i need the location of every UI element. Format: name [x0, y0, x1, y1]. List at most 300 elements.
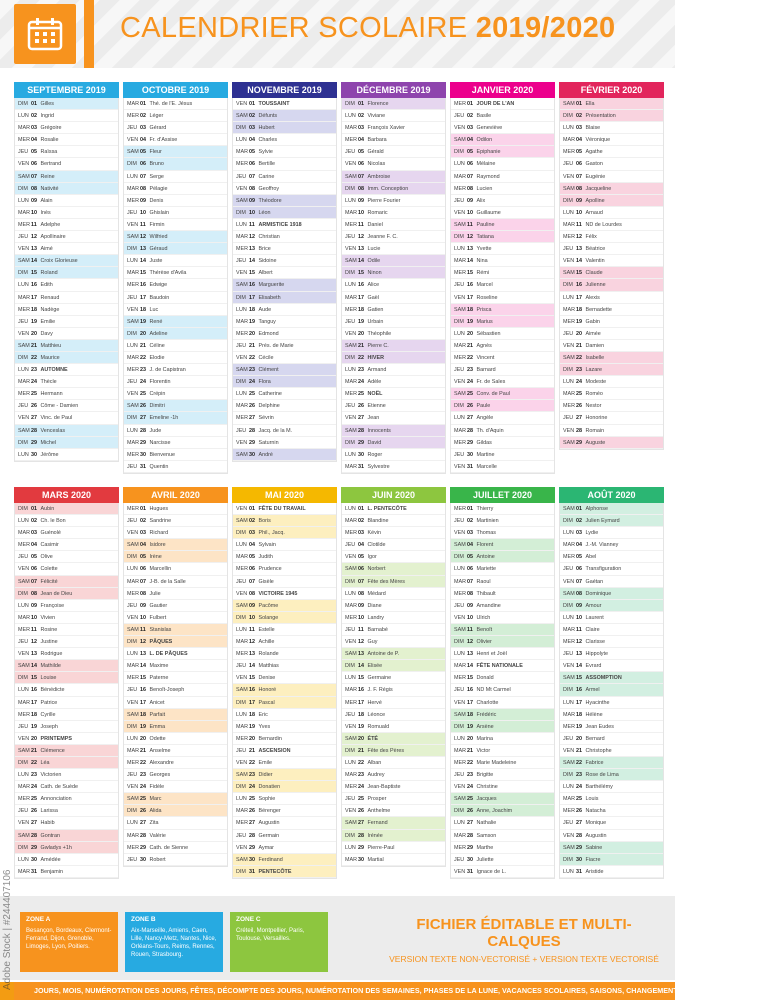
weekday: MER [454, 759, 466, 766]
weekday: MER [18, 542, 30, 549]
weekday: MER [563, 149, 575, 156]
day-number: 24 [576, 784, 582, 791]
day-row [124, 854, 227, 866]
day-row [15, 563, 118, 575]
weekday: VEN [454, 125, 466, 132]
saint-name: Défunts [258, 113, 278, 120]
day-number: 09 [467, 602, 473, 609]
day-row [560, 563, 663, 575]
day-number: 19 [576, 318, 582, 325]
weekday: DIM [18, 439, 28, 446]
saint-name: Bernardin [258, 735, 282, 742]
day-row [15, 158, 118, 170]
day-row [233, 255, 336, 267]
saint-name: Colette [40, 566, 58, 573]
day-row [560, 793, 663, 805]
saint-name: Fidèle [149, 784, 165, 791]
weekday: MAR [236, 403, 248, 410]
saint-name: Alban [367, 759, 382, 766]
day-list [341, 503, 446, 867]
day-number: 24 [249, 784, 255, 791]
day-row [560, 134, 663, 146]
day-row [560, 697, 663, 709]
saint-name: Gatien [367, 306, 384, 313]
day-row [451, 183, 554, 195]
day-number: 05 [358, 149, 364, 156]
saint-name: Hervé [367, 699, 382, 706]
day-number: 02 [31, 518, 37, 525]
day-number: 13 [576, 246, 582, 253]
day-number: 28 [140, 832, 146, 839]
day-row [124, 757, 227, 769]
day-number: 20 [467, 330, 473, 337]
weekday: SAM [345, 427, 357, 434]
day-number: 27 [576, 415, 582, 422]
day-number: 28 [576, 832, 582, 839]
saint-name: Gilles [40, 101, 54, 107]
day-number: 23 [31, 772, 37, 779]
day-number: 15 [31, 675, 37, 682]
weekday: DIM [345, 578, 355, 585]
weekday: JEU [236, 173, 247, 180]
day-number: 01 [467, 506, 473, 512]
day-number: 16 [358, 687, 364, 694]
weekday: SAM [18, 747, 30, 754]
saint-name: Marcel [476, 282, 493, 289]
saint-name: Hermann [40, 391, 63, 398]
day-row [124, 697, 227, 709]
saint-name: Thérèse d'Avila [149, 270, 187, 277]
day-row [124, 328, 227, 340]
day-row [124, 352, 227, 364]
day-row [233, 636, 336, 648]
saint-name: Prudence [258, 566, 282, 573]
day-number: 27 [140, 820, 146, 827]
day-row [15, 400, 118, 412]
saint-name: Romuald [367, 723, 390, 730]
day-number: 26 [31, 808, 37, 815]
day-row [342, 425, 445, 437]
day-row [342, 660, 445, 672]
day-number: 25 [358, 391, 364, 398]
day-row [451, 267, 554, 279]
day-row [15, 292, 118, 304]
saint-name: Natacha [585, 808, 606, 815]
saint-name: Viviane [367, 113, 386, 120]
day-row [15, 817, 118, 829]
weekday: MAR [18, 379, 30, 386]
day-number: 27 [358, 415, 364, 422]
day-row [124, 316, 227, 328]
saint-name: Robert [149, 856, 166, 863]
day-number: 24 [576, 379, 582, 386]
saint-name: Sébastien [476, 330, 501, 337]
weekday: MER [563, 639, 575, 646]
saint-name: Abel [585, 554, 597, 561]
weekday: JEU [236, 747, 247, 754]
saint-name: Alphonse [585, 506, 608, 512]
day-number: 21 [358, 747, 364, 754]
weekday: VEN [563, 173, 575, 180]
saint-name: Hélène [585, 711, 603, 718]
saint-name: Epiphanie [476, 149, 501, 156]
weekday: MER [345, 137, 357, 144]
day-number: 01 [140, 506, 146, 512]
day-number: 13 [31, 651, 37, 658]
saint-name: Aristide [585, 868, 604, 875]
weekday: DIM [236, 379, 246, 386]
weekday: DIM [18, 101, 28, 107]
day-row [451, 412, 554, 424]
saint-name: Justine [40, 639, 58, 646]
day-row [233, 576, 336, 588]
day-number: 17 [249, 294, 255, 301]
saint-name: Alix [476, 197, 486, 204]
saint-name: L. DE PÂQUES [149, 651, 188, 658]
saint-name: Yvette [476, 246, 492, 253]
weekday: JEU [18, 234, 29, 241]
saint-name: Narcisse [149, 439, 171, 446]
day-number: 01 [576, 506, 582, 512]
day-number: 03 [576, 530, 582, 537]
day-list [123, 503, 228, 867]
day-number: 27 [467, 415, 473, 422]
weekday: DIM [345, 101, 355, 107]
saint-name: Cath. de Sienne [149, 844, 189, 851]
day-row [560, 364, 663, 376]
day-row [560, 817, 663, 829]
weekday: MER [236, 651, 248, 658]
day-row [560, 805, 663, 817]
day-number: 01 [576, 101, 582, 107]
weekday: SAM [563, 439, 575, 446]
saint-name: Aimée [585, 330, 601, 337]
day-number: 13 [249, 651, 255, 658]
weekday: MAR [563, 796, 575, 803]
day-list [450, 98, 555, 474]
day-row [560, 304, 663, 316]
weekday: VEN [236, 185, 248, 192]
day-number: 05 [467, 149, 473, 156]
day-number: 18 [140, 711, 146, 718]
day-row [15, 539, 118, 551]
day-number: 14 [31, 258, 37, 265]
day-number: 07 [31, 578, 37, 585]
saint-name: Théodore [258, 197, 282, 204]
day-number: 01 [249, 101, 255, 107]
weekday: VEN [236, 675, 248, 682]
day-number: 26 [140, 808, 146, 815]
day-row [15, 255, 118, 267]
zone-b-box: ZONE B Aix-Marseille, Amiens, Caen, Lille, Nancy-Metz, Nantes, Nice, Orléans-Tours, Reims, Rennes, Rouen, Strasbourg. [125, 912, 223, 972]
weekday: LUN [345, 451, 356, 458]
day-row [124, 684, 227, 696]
weekday: MAR [18, 294, 30, 301]
day-number: 18 [467, 306, 473, 313]
day-row [124, 412, 227, 424]
month-header: AOÛT 2020 [559, 487, 664, 503]
weekday: DIM [454, 149, 464, 156]
day-row [124, 243, 227, 255]
day-number: 20 [467, 735, 473, 742]
saint-name: Anicet [149, 699, 165, 706]
day-row [451, 539, 554, 551]
day-number: 08 [467, 185, 473, 192]
weekday: MER [127, 197, 139, 204]
day-number: 08 [576, 590, 582, 597]
day-number: 16 [576, 687, 582, 694]
day-row [342, 279, 445, 291]
day-row [560, 648, 663, 660]
day-row [342, 551, 445, 563]
weekday: DIM [127, 639, 137, 646]
weekday: DIM [127, 161, 137, 168]
day-number: 27 [31, 415, 37, 422]
saint-name: Augustin [258, 820, 280, 827]
day-number: 04 [358, 542, 364, 549]
day-number: 16 [358, 282, 364, 289]
day-row [560, 158, 663, 170]
weekday: MER [345, 391, 357, 398]
day-row [451, 563, 554, 575]
weekday: VEN [563, 578, 575, 585]
day-row [15, 376, 118, 388]
day-row [124, 515, 227, 527]
day-number: 21 [31, 342, 37, 349]
day-number: 15 [249, 675, 255, 682]
day-row [451, 98, 554, 110]
saint-name: Guillaume [476, 209, 501, 216]
day-number: 14 [358, 258, 364, 265]
day-number: 07 [140, 173, 146, 180]
saint-name: Rémi [476, 270, 490, 277]
weekday: JEU [18, 318, 29, 325]
day-number: 09 [31, 197, 37, 204]
weekday: MER [345, 221, 357, 228]
day-number: 05 [358, 554, 364, 561]
day-row [451, 146, 554, 158]
day-row [342, 733, 445, 745]
weekday: MAR [236, 639, 248, 646]
weekday: JEU [18, 403, 29, 410]
weekday: LUN [345, 590, 356, 597]
weekday: LUN [127, 651, 138, 658]
weekday: SAM [454, 391, 466, 398]
weekday: SAM [236, 367, 248, 374]
day-row [451, 292, 554, 304]
day-number: 01 [140, 101, 146, 107]
saint-name: Modeste [585, 379, 607, 386]
day-number: 13 [576, 651, 582, 658]
saint-name: Amour [585, 602, 602, 609]
weekday: MAR [345, 463, 357, 470]
weekday: MER [454, 844, 466, 851]
saint-name: Audrey [367, 772, 385, 779]
day-row [451, 364, 554, 376]
weekday: LUN [127, 258, 138, 265]
day-number: 12 [576, 234, 582, 241]
weekday: DIM [454, 318, 464, 325]
day-number: 19 [140, 723, 146, 730]
day-number: 20 [140, 735, 146, 742]
weekday: JEU [454, 602, 465, 609]
weekday: DIM [236, 868, 246, 875]
day-number: 26 [467, 808, 473, 815]
day-row [451, 376, 554, 388]
day-row [15, 352, 118, 364]
saint-name: Eugénie [585, 173, 606, 180]
saint-name: Thomas [476, 530, 496, 537]
day-number: 16 [467, 687, 473, 694]
day-number: 21 [467, 342, 473, 349]
weekday: DIM [454, 723, 464, 730]
day-row [15, 412, 118, 424]
day-number: 30 [467, 451, 473, 458]
day-row [124, 660, 227, 672]
saint-name: Rodrigue [40, 651, 63, 658]
day-number: 17 [467, 294, 473, 301]
day-number: 26 [358, 808, 364, 815]
day-row [560, 842, 663, 854]
day-row [451, 171, 554, 183]
day-row [15, 437, 118, 449]
day-number: 20 [31, 330, 37, 337]
weekday: VEN [345, 415, 357, 422]
day-number: 11 [31, 626, 37, 633]
weekday: MER [563, 234, 575, 241]
day-number: 31 [358, 463, 364, 470]
weekday: VEN [236, 844, 248, 851]
weekday: SAM [127, 234, 139, 241]
weekday: DIM [236, 294, 246, 301]
saint-name: Geneviève [476, 125, 503, 132]
weekday: VEN [127, 221, 139, 228]
day-row [451, 122, 554, 134]
day-row [15, 183, 118, 195]
day-number: 10 [576, 209, 582, 216]
day-number: 10 [358, 209, 364, 216]
saint-name: Lucien [476, 185, 493, 192]
weekday: JEU [454, 282, 465, 289]
weekday: DIM [236, 784, 246, 791]
day-row [15, 122, 118, 134]
day-row [342, 503, 445, 515]
month-column [232, 487, 337, 879]
day-number: 17 [358, 294, 364, 301]
weekday: SAM [345, 651, 357, 658]
day-number: 15 [358, 675, 364, 682]
day-row [560, 600, 663, 612]
day-row [124, 267, 227, 279]
day-number: 24 [467, 784, 473, 791]
day-number: 19 [358, 318, 364, 325]
day-row [560, 243, 663, 255]
day-number: 04 [31, 542, 37, 549]
day-row [342, 527, 445, 539]
day-number: 09 [140, 197, 146, 204]
saint-name: Côme - Damien [40, 403, 79, 410]
day-row [451, 830, 554, 842]
saint-name: Valérie [149, 832, 166, 839]
weekday: LUN [236, 306, 247, 313]
weekday: MER [345, 784, 357, 791]
month-column [14, 82, 119, 474]
day-number: 05 [249, 554, 255, 561]
weekday: VEN [345, 246, 357, 253]
day-number: 08 [576, 185, 582, 192]
day-row [15, 576, 118, 588]
day-number: 30 [358, 856, 364, 863]
saint-name: Gérald [367, 149, 384, 156]
day-row [233, 110, 336, 122]
day-number: 12 [140, 234, 146, 241]
day-row [15, 110, 118, 122]
day-number: 09 [249, 197, 255, 204]
day-row [124, 612, 227, 624]
weekday: LUN [454, 415, 465, 422]
day-number: 24 [358, 784, 364, 791]
day-row [451, 805, 554, 817]
day-row [233, 207, 336, 219]
day-row [124, 122, 227, 134]
day-number: 09 [576, 602, 582, 609]
day-number: 28 [576, 427, 582, 434]
saint-name: Gautier [149, 602, 168, 609]
day-number: 02 [576, 518, 582, 525]
weekday: DIM [127, 808, 137, 815]
day-number: 20 [249, 735, 255, 742]
day-row [451, 388, 554, 400]
weekday: SAM [127, 403, 139, 410]
weekday: MAR [345, 856, 357, 863]
day-row [15, 364, 118, 376]
day-number: 22 [31, 759, 37, 766]
day-number: 09 [358, 197, 364, 204]
day-row [124, 449, 227, 461]
saint-name: Agathe [585, 149, 603, 156]
day-number: 13 [140, 651, 146, 658]
day-row [560, 733, 663, 745]
saint-name: Romaric [367, 209, 388, 216]
day-row [342, 255, 445, 267]
weekday: MAR [345, 602, 357, 609]
day-row [342, 449, 445, 461]
day-row [342, 304, 445, 316]
day-row [560, 292, 663, 304]
day-number: 05 [31, 554, 37, 561]
day-row [15, 279, 118, 291]
weekday: LUN [18, 856, 29, 863]
day-row [124, 388, 227, 400]
day-number: 29 [467, 439, 473, 446]
month-column [123, 82, 228, 474]
saint-name: Adeline [149, 330, 168, 337]
weekday: LUN [236, 711, 247, 718]
weekday: JEU [563, 651, 574, 658]
saint-name: Habib [40, 820, 55, 827]
day-number: 27 [249, 820, 255, 827]
day-number: 31 [249, 868, 255, 875]
weekday: MAR [127, 270, 139, 277]
day-row [342, 805, 445, 817]
day-number: 18 [358, 306, 364, 313]
weekday: LUN [454, 735, 465, 742]
saint-name: Diane [367, 602, 382, 609]
day-row [15, 449, 118, 461]
saint-name: Paterne [149, 675, 169, 682]
saint-name: Achille [258, 639, 275, 646]
weekday: LUN [18, 518, 29, 525]
